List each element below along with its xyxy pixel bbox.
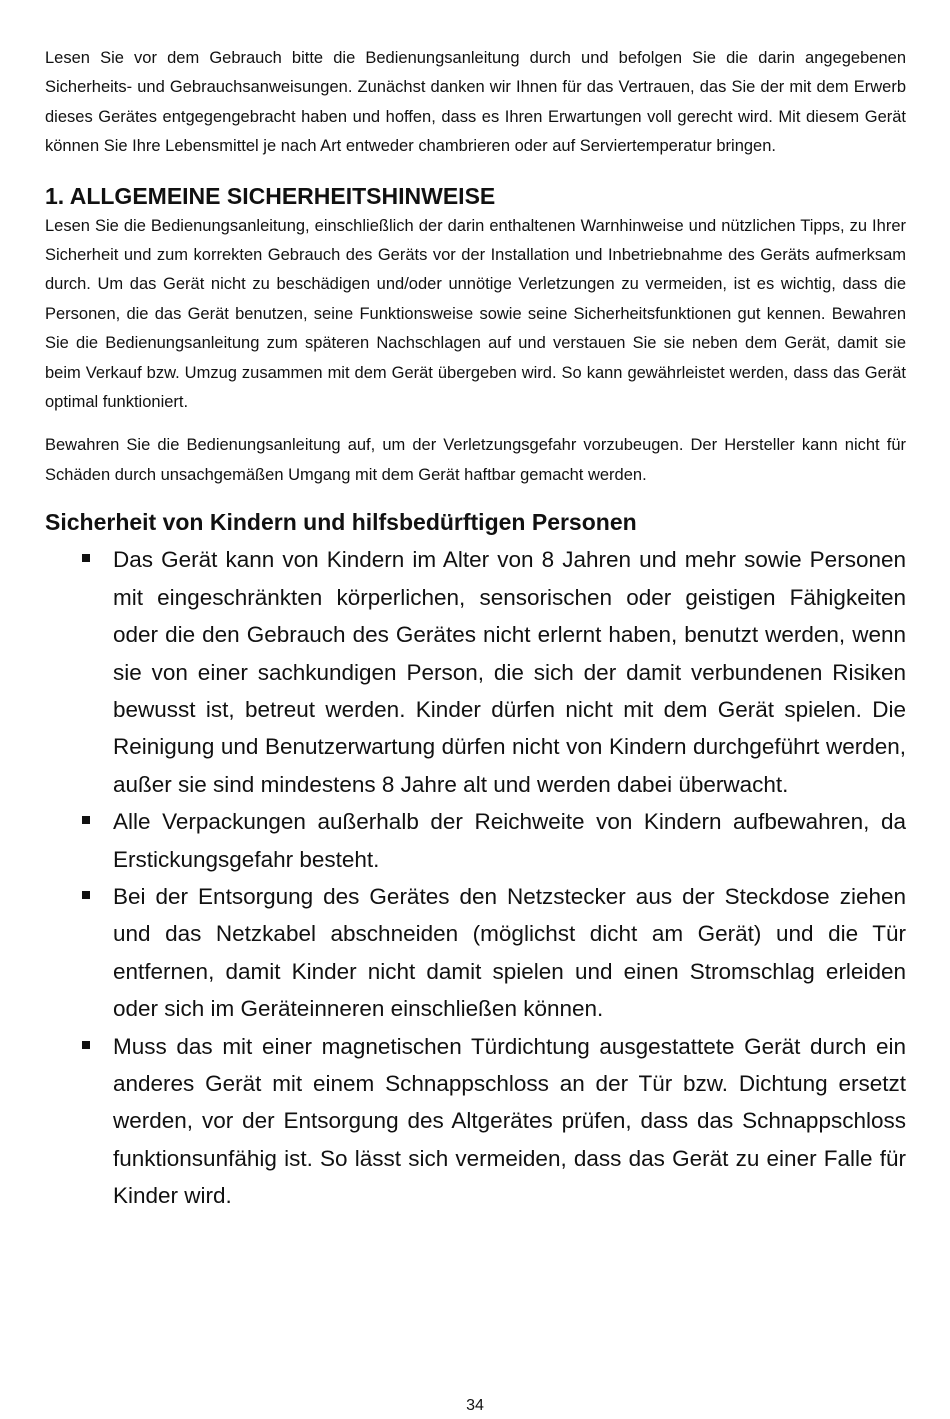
list-item [45, 878, 906, 1028]
square-bullet-icon [82, 1041, 90, 1049]
intro-paragraph: Lesen Sie vor dem Gebrauch bitte die Bedienungsanleitung durch und befolgen Sie die darin angegebenen Sicherheits- und Gebrauchsanweisungen. Zunächst danken wir Ihnen für das Vertrauen, das Sie der mit dem Erwerb dieses Gerätes entgegengebracht haben und hoffen, dass es Ihren Erwartungen voll gerecht wird. Mit diesem Gerät können Sie Ihre Lebensmittel je nach Art entweder chambrieren oder auf Serviertemperatur bringen. [45, 49, 906, 156]
section-paragraph: Bewahren Sie die Bedienungsanleitung auf, um der Verletzungsgefahr vorzubeugen. Der Hersteller kann nicht für Schäden durch unsachgemäßen Umgang mit dem Gerät haftbar gemacht werden. [45, 436, 906, 484]
list-item [45, 803, 906, 878]
list-item [45, 541, 906, 803]
page-number: 34 [466, 1397, 484, 1414]
square-bullet-icon [82, 891, 90, 899]
list-item-text: Muss das mit einer magnetischen Türdichtung ausgestattete Gerät durch ein anderes Gerät mit einem Schnappschloss an der Tür bzw. Dichtung ersetzt werden, vor der Entsorgung des Altgerätes prüfen, dass das Schnappschloss funktionsunfähig ist. So lässt sich vermeiden, dass das Gerät zu einer Falle für Kinder wird. [113, 1033, 906, 1209]
square-bullet-icon [82, 554, 90, 562]
subsection-title: Sicherheit von Kindern und hilfsbedürftigen Personen [45, 509, 637, 536]
list-item-text: Bei der Entsorgung des Gerätes den Netzstecker aus der Steckdose ziehen und das Netzkabel abschneiden (möglichst dicht am Gerät) und die Tür entfernen, damit Kinder nicht damit spielen und einen Stromschlag erleiden oder sich im Geräteinneren einschließen können. [113, 883, 906, 1022]
section-paragraph: Lesen Sie die Bedienungsanleitung, einschließlich der darin enthaltenen Warnhinweise und nützlichen Tipps, zu Ihrer Sicherheit und zum korrekten Gebrauch des Geräts vor der Installation und Inbetriebnahme des Geräts aufmerksam durch. Um das Gerät nicht zu beschädigen und/oder unnötige Verletzungen zu vermeiden, ist es wichtig, dass die Personen, die das Gerät benutzen, seine Funktionsweise sowie seine Sicherheitsfunktionen gut kennen. Bewahren Sie die Bedienungsanleitung zum späteren Nachschlagen auf und verstauen Sie sie neben dem Gerät, damit sie beim Verkauf bzw. Umzug zusammen mit dem Gerät übergeben wird. So kann gewährleistet werden, dass das Gerät optimal funktioniert. [45, 216, 906, 412]
section-title: 1. ALLGEMEINE SICHERHEITSHINWEISE [45, 182, 496, 209]
safety-bullet-list [45, 541, 906, 1214]
list-item [45, 1028, 906, 1215]
list-item-text: Das Gerät kann von Kindern im Alter von 8 Jahren und mehr sowie Personen mit eingeschränkten körperlichen, sensorischen oder geistigen Fähigkeiten oder die den Gebrauch des Gerätes nicht erlernt haben, benutzt werden, wenn sie von einer sachkundigen Person, die sich der damit verbundenen Risiken bewusst ist, betreut werden. Kinder dürfen nicht mit dem Gerät spielen. Die Reinigung und Benutzerwartung dürfen nicht von Kindern durchgeführt werden, außer sie sind mindestens 8 Jahre alt und werden dabei überwacht. [113, 547, 906, 797]
list-item-text: Alle Verpackungen außerhalb der Reichweite von Kindern aufbewahren, da Erstickungsgefahr besteht. [113, 809, 906, 872]
document-page [45, 44, 906, 1215]
square-bullet-icon [82, 816, 90, 824]
